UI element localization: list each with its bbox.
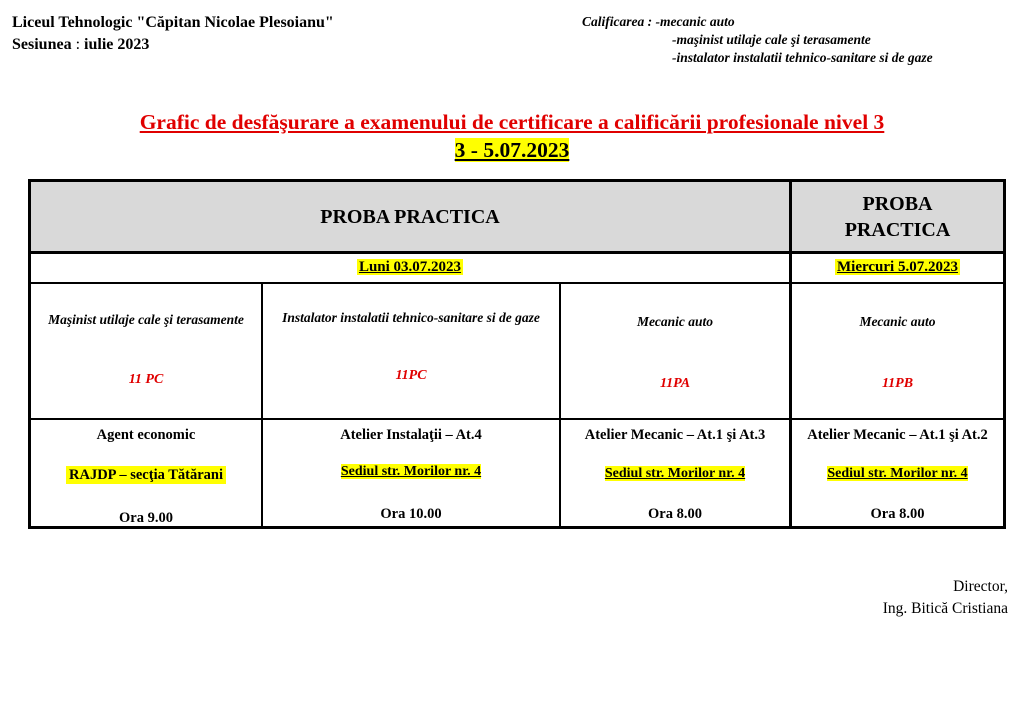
exam-time: Ora 9.00 [119,510,173,526]
document-title [0,108,1024,164]
qualification-name: Instalator instalatii tehnico-sanitare si de gaze [282,310,540,325]
session-separator: : [71,36,85,53]
location-address: RAJDP – secţia Tătărani [66,466,226,484]
exam-column [31,284,261,418]
session-label: Sesiunea [12,36,72,53]
exam-time: Ora 8.00 [648,506,702,522]
exam-column [263,284,559,418]
class-code: 11PC [395,368,427,383]
exam-date-text: Miercuri 5.07.2023 [837,259,958,275]
location-name: Atelier Instalaţii – At.4 [340,427,482,443]
qualification-name: Mecanic auto [859,314,936,329]
signature-name: Ing. Bitică Cristiana [882,600,1008,617]
exam-date [31,259,789,276]
location-address: Sediul str. Morilor nr. 4 [340,464,482,479]
class-code: 11 PC [128,372,164,387]
class-code: 11PB [881,376,914,391]
group-heading: PROBA PRACTICA [792,182,1003,251]
title-dates: 3 - 5.07.2023 [454,138,570,162]
signature-block [883,576,1008,620]
location-address: Sediul str. Morilor nr. 4 [604,466,746,481]
exam-schedule-table [28,179,1006,529]
exam-time: Ora 10.00 [380,506,442,522]
qualification-item: -mecanic auto [655,14,735,29]
exam-date-text: Luni 03.07.2023 [358,259,462,275]
location-name: Agent economic [96,427,196,443]
exam-location [31,420,261,526]
exam-date [792,259,1003,276]
exam-location [263,420,559,526]
location-address: Sediul str. Morilor nr. 4 [827,466,968,481]
group-heading: PROBA PRACTICA [31,182,789,251]
exam-location [561,420,789,526]
school-header [12,12,334,56]
location-name: Atelier Mecanic – At.1 şi At.2 [807,427,988,443]
location-name: Atelier Mecanic – At.1 şi At.3 [584,427,766,443]
title-line-1: Grafic de desfăşurare a examenului de certificare a calificării profesionale nivel 3 [139,110,885,134]
exam-column [792,284,1003,418]
qualification-name: Maşinist utilaje cale şi terasamente [48,312,244,327]
session-value: iulie 2023 [84,36,150,53]
qualification-label: Calificarea : [582,14,653,29]
qualifications-header [582,13,933,67]
session-line [12,34,334,56]
exam-time: Ora 8.00 [870,506,925,522]
qualification-item: -instalator instalatii tehnico-sanitare si de gaze [672,50,933,65]
qualification-item: -maşinist utilaje cale şi terasamente [672,32,871,47]
school-name: Liceul Tehnologic "Căpitan Nicolae Plesoianu" [12,14,334,31]
exam-location [792,420,1003,526]
exam-column [561,284,789,418]
class-code: 11PA [659,376,691,391]
qualification-name: Mecanic auto [636,314,714,329]
signature-role: Director, [953,578,1008,595]
